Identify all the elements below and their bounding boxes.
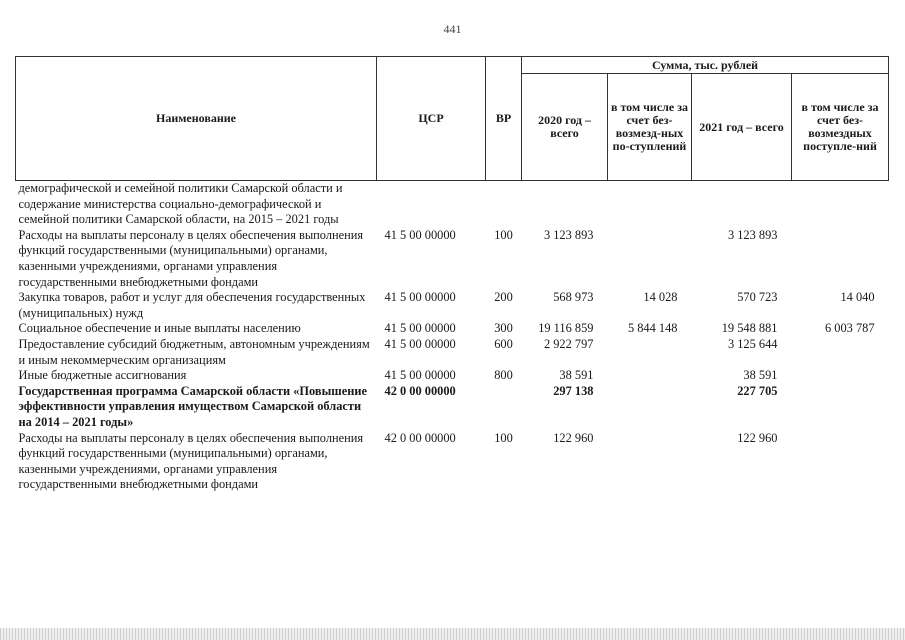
row-csr: 41 5 00 00000 [384, 290, 456, 305]
row-2020-nonrepayable [608, 368, 692, 384]
row-2021-nonrepayable: 14 040 [840, 290, 875, 305]
row-2021-nonrepayable [792, 181, 889, 228]
row-csr [377, 181, 486, 228]
row-csr: 41 5 00 00000 [384, 227, 456, 242]
row-2020-total: 2 922 797 [543, 336, 594, 351]
row-name: Расходы на выплаты персоналу в целях обеспечения выполнения функций государственными (муниципальными) органами, казенными учреждениями, органами управления государственными внебюджетными фондами [18, 227, 364, 289]
row-csr: 42 0 00 00000 [384, 383, 456, 398]
header-csr: ЦСР [377, 57, 486, 181]
row-2020-nonrepayable: 5 844 148 [627, 321, 678, 336]
row-2021-total: 3 125 644 [727, 336, 778, 351]
row-vr: 100 [494, 430, 513, 445]
table-row [16, 384, 889, 431]
header-name: Наименование [16, 57, 377, 181]
row-2020-total: 38 591 [559, 368, 594, 383]
row-2021-nonrepayable [792, 384, 889, 431]
row-2020-nonrepayable [608, 181, 692, 228]
row-2021-total [692, 181, 792, 228]
header-2021-nonrepayable: в том числе за счет без-возмездных поступле-ний [792, 74, 889, 181]
row-2021-nonrepayable [792, 368, 889, 384]
row-name: Государственная программа Самарской области «Повышение эффективности управления имуществом Самарской области на 2014 – 2021 годы» [18, 383, 368, 429]
row-2020-nonrepayable [608, 384, 692, 431]
row-2021-total: 38 591 [743, 368, 778, 383]
header-2021-total: 2021 год – всего [692, 74, 792, 181]
row-2021-nonrepayable [792, 431, 889, 493]
row-2021-total: 3 123 893 [727, 227, 778, 242]
row-name: Расходы на выплаты персоналу в целях обеспечения выполнения функций государственными (муниципальными) органами, казенными учреждениями, органами управления государственными внебюджетными фондами [18, 430, 364, 492]
row-2020-nonrepayable [608, 337, 692, 368]
table-row [16, 181, 889, 228]
row-name: Предоставление субсидий бюджетным, автономным учреждениям и иным некоммерческим организациям [18, 336, 370, 367]
row-vr: 300 [494, 321, 513, 336]
row-2020-total [522, 181, 608, 228]
row-csr: 41 5 00 00000 [384, 368, 456, 383]
row-vr: 600 [494, 336, 513, 351]
table-row [16, 368, 889, 384]
row-2020-total: 568 973 [553, 290, 594, 305]
table-row [16, 431, 889, 493]
row-2020-nonrepayable: 14 028 [643, 290, 678, 305]
row-vr [486, 181, 522, 228]
header-2020-nonrepayable: в том числе за счет без-возмезд-ных по-ступлений [608, 74, 692, 181]
row-name: Закупка товаров, работ и услуг для обеспечения государственных (муниципальных) нужд [18, 290, 366, 320]
row-2021-nonrepayable [792, 337, 889, 368]
row-2021-total: 19 548 881 [721, 321, 778, 336]
row-csr: 41 5 00 00000 [384, 321, 456, 336]
table-row [16, 337, 889, 368]
header-sum-group: Сумма, тыс. рублей [522, 57, 889, 74]
row-2020-total: 19 116 859 [538, 321, 594, 336]
scan-edge-noise [0, 628, 905, 640]
row-name: Социальное обеспечение и иные выплаты населению [18, 321, 301, 336]
row-vr [486, 384, 522, 431]
row-vr: 200 [494, 290, 513, 305]
row-vr: 800 [494, 368, 513, 383]
row-csr: 41 5 00 00000 [384, 336, 456, 351]
row-2020-total: 297 138 [553, 383, 594, 398]
row-2021-nonrepayable: 6 003 787 [824, 321, 875, 336]
row-2020-total: 3 123 893 [543, 227, 594, 242]
table-header [16, 57, 889, 181]
row-name: демографической и семейной политики Самарской области и содержание министерства социально-демографической и семейной политики Самарской области, на 2015 – 2021 годы [18, 181, 343, 227]
row-2021-nonrepayable [792, 228, 889, 290]
row-2021-total: 122 960 [737, 430, 778, 445]
page-number: 441 [443, 22, 462, 36]
row-2021-total: 570 723 [737, 290, 778, 305]
table-row [16, 290, 889, 321]
row-vr: 100 [494, 227, 513, 242]
header-2020-total: 2020 год – всего [522, 74, 608, 181]
budget-table [15, 56, 889, 493]
row-2020-nonrepayable [608, 431, 692, 493]
header-vr: ВР [486, 57, 522, 181]
table-row [16, 321, 889, 337]
row-2020-nonrepayable [608, 228, 692, 290]
row-name: Иные бюджетные ассигнования [18, 368, 187, 383]
table-body [16, 181, 889, 493]
row-2020-total: 122 960 [553, 430, 594, 445]
table-row [16, 228, 889, 290]
row-csr: 42 0 00 00000 [384, 430, 456, 445]
row-2021-total: 227 705 [737, 383, 778, 398]
